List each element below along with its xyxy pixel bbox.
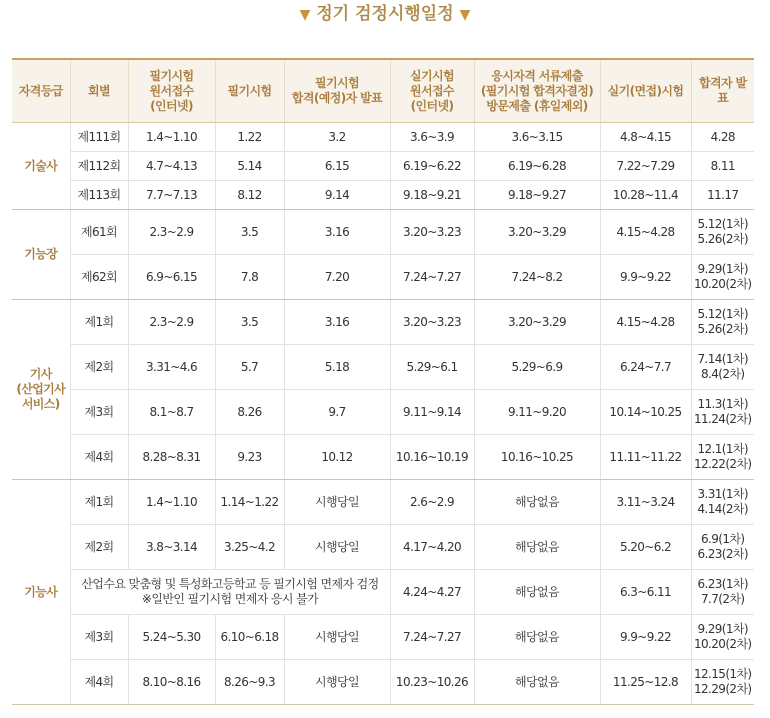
table-row xyxy=(12,255,754,300)
page-title xyxy=(0,0,770,30)
date-cell: 3.2 xyxy=(284,123,390,152)
date-cell: 5.14 xyxy=(215,152,284,181)
round-cell: 제4회 xyxy=(70,660,128,705)
table-row xyxy=(12,152,754,181)
round-cell: 제3회 xyxy=(70,615,128,660)
date-cell: 8.26~9.3 xyxy=(215,660,284,705)
date-cell: 2.3~2.9 xyxy=(128,300,215,345)
table-row xyxy=(12,390,754,435)
date-cell: 1.14~1.22 xyxy=(215,480,284,525)
date-cell: 시행당일 xyxy=(284,615,390,660)
date-cell: 시행당일 xyxy=(284,660,390,705)
result-cell: 5.12(1차) 5.26(2차) xyxy=(691,300,754,345)
date-cell: 9.11~9.14 xyxy=(390,390,474,435)
date-cell: 3.11~3.24 xyxy=(600,480,691,525)
date-cell: 7.24~7.27 xyxy=(390,255,474,300)
date-cell: 5.18 xyxy=(284,345,390,390)
round-cell: 제1회 xyxy=(70,300,128,345)
date-cell: 8.26 xyxy=(215,390,284,435)
date-cell: 4.17~4.20 xyxy=(390,525,474,570)
triangle-down-icon: ▼ xyxy=(299,7,311,23)
date-cell: 3.8~3.14 xyxy=(128,525,215,570)
date-cell: 7.7~7.13 xyxy=(128,181,215,210)
date-cell: 10.16~10.25 xyxy=(474,435,600,480)
date-cell: 5.24~5.30 xyxy=(128,615,215,660)
round-cell: 제61회 xyxy=(70,210,128,255)
date-cell: 3.20~3.29 xyxy=(474,210,600,255)
table-row xyxy=(12,615,754,660)
date-cell: 4.24~4.27 xyxy=(390,570,474,615)
header-round: 회별 xyxy=(70,59,128,123)
date-cell: 9.18~9.27 xyxy=(474,181,600,210)
round-cell: 제62회 xyxy=(70,255,128,300)
date-cell: 11.11~11.22 xyxy=(600,435,691,480)
round-cell: 제3회 xyxy=(70,390,128,435)
date-cell: 7.24~7.27 xyxy=(390,615,474,660)
table-row xyxy=(12,480,754,525)
grade-cell: 기능장 xyxy=(12,210,70,300)
result-cell: 11.3(1차) 11.24(2차) xyxy=(691,390,754,435)
date-cell: 4.8~4.15 xyxy=(600,123,691,152)
round-cell: 제113회 xyxy=(70,181,128,210)
date-cell: 3.6~3.9 xyxy=(390,123,474,152)
date-cell: 해당없음 xyxy=(474,525,600,570)
date-cell: 10.12 xyxy=(284,435,390,480)
result-cell: 8.11 xyxy=(691,152,754,181)
result-cell: 4.28 xyxy=(691,123,754,152)
date-cell: 5.29~6.9 xyxy=(474,345,600,390)
result-cell: 9.29(1차) 10.20(2차) xyxy=(691,255,754,300)
table-row xyxy=(12,300,754,345)
date-cell: 6.9~6.15 xyxy=(128,255,215,300)
page-title-text: 정기 검정시행일정 xyxy=(316,4,454,24)
table-row xyxy=(12,345,754,390)
date-cell: 해당없음 xyxy=(474,570,600,615)
date-cell: 1.4~1.10 xyxy=(128,480,215,525)
round-cell: 제112회 xyxy=(70,152,128,181)
round-cell: 제1회 xyxy=(70,480,128,525)
header-practical-application: 실기시험 원서접수 (인터넷) xyxy=(390,59,474,123)
date-cell: 3.20~3.29 xyxy=(474,300,600,345)
date-cell: 10.23~10.26 xyxy=(390,660,474,705)
date-cell: 6.3~6.11 xyxy=(600,570,691,615)
date-cell: 9.9~9.22 xyxy=(600,255,691,300)
result-cell: 6.23(1차) 7.7(2차) xyxy=(691,570,754,615)
date-cell: 4.15~4.28 xyxy=(600,210,691,255)
date-cell: 9.11~9.20 xyxy=(474,390,600,435)
result-cell: 12.1(1차) 12.22(2차) xyxy=(691,435,754,480)
round-cell: 제2회 xyxy=(70,345,128,390)
result-cell: 11.17 xyxy=(691,181,754,210)
header-written-exam: 필기시험 xyxy=(215,59,284,123)
date-cell: 시행당일 xyxy=(284,525,390,570)
round-cell: 제2회 xyxy=(70,525,128,570)
date-cell: 3.20~3.23 xyxy=(390,210,474,255)
date-cell: 7.24~8.2 xyxy=(474,255,600,300)
date-cell: 2.3~2.9 xyxy=(128,210,215,255)
date-cell: 9.18~9.21 xyxy=(390,181,474,210)
date-cell: 8.12 xyxy=(215,181,284,210)
date-cell: 2.6~2.9 xyxy=(390,480,474,525)
result-cell: 12.15(1차) 12.29(2차) xyxy=(691,660,754,705)
date-cell: 3.6~3.15 xyxy=(474,123,600,152)
table-row xyxy=(12,570,754,615)
exemption-note-cell: 산업수요 맞춤형 및 특성화고등학교 등 필기시험 면제자 검정 ※일반인 필기시험 면제자 응시 불가 xyxy=(70,570,390,615)
date-cell: 해당없음 xyxy=(474,660,600,705)
date-cell: 3.16 xyxy=(284,300,390,345)
date-cell: 1.4~1.10 xyxy=(128,123,215,152)
date-cell: 해당없음 xyxy=(474,480,600,525)
date-cell: 6.24~7.7 xyxy=(600,345,691,390)
date-cell: 5.20~6.2 xyxy=(600,525,691,570)
date-cell: 9.23 xyxy=(215,435,284,480)
date-cell: 10.28~11.4 xyxy=(600,181,691,210)
date-cell: 3.31~4.6 xyxy=(128,345,215,390)
table-row xyxy=(12,525,754,570)
date-cell: 4.7~4.13 xyxy=(128,152,215,181)
date-cell: 9.14 xyxy=(284,181,390,210)
result-cell: 9.29(1차) 10.20(2차) xyxy=(691,615,754,660)
date-cell: 6.10~6.18 xyxy=(215,615,284,660)
header-practical-exam: 실기(면접)시험 xyxy=(600,59,691,123)
table-row xyxy=(12,435,754,480)
grade-cell: 기사 (산업기사 서비스) xyxy=(12,300,70,480)
date-cell: 8.1~8.7 xyxy=(128,390,215,435)
date-cell: 8.10~8.16 xyxy=(128,660,215,705)
table-row xyxy=(12,660,754,705)
date-cell: 8.28~8.31 xyxy=(128,435,215,480)
date-cell: 10.16~10.19 xyxy=(390,435,474,480)
header-written-result: 필기시험 합격(예정)자 발표 xyxy=(284,59,390,123)
date-cell: 3.25~4.2 xyxy=(215,525,284,570)
table-row xyxy=(12,210,754,255)
date-cell: 7.8 xyxy=(215,255,284,300)
header-row xyxy=(12,59,754,123)
header-written-application: 필기시험 원서접수 (인터넷) xyxy=(128,59,215,123)
table-row xyxy=(12,181,754,210)
triangle-down-icon: ▼ xyxy=(459,7,471,23)
date-cell: 4.15~4.28 xyxy=(600,300,691,345)
exam-schedule-table xyxy=(12,58,754,705)
round-cell: 제111회 xyxy=(70,123,128,152)
date-cell: 6.19~6.28 xyxy=(474,152,600,181)
grade-cell: 기술사 xyxy=(12,123,70,210)
result-cell: 7.14(1차) 8.4(2차) xyxy=(691,345,754,390)
date-cell: 1.22 xyxy=(215,123,284,152)
header-document-submission: 응시자격 서류제출 (필기시험 합격자결정) 방문제출 (휴일제외) xyxy=(474,59,600,123)
date-cell: 6.19~6.22 xyxy=(390,152,474,181)
date-cell: 10.14~10.25 xyxy=(600,390,691,435)
table-row xyxy=(12,123,754,152)
date-cell: 해당없음 xyxy=(474,615,600,660)
date-cell: 3.16 xyxy=(284,210,390,255)
result-cell: 3.31(1차) 4.14(2차) xyxy=(691,480,754,525)
date-cell: 11.25~12.8 xyxy=(600,660,691,705)
date-cell: 7.22~7.29 xyxy=(600,152,691,181)
date-cell: 3.5 xyxy=(215,300,284,345)
result-cell: 6.9(1차) 6.23(2차) xyxy=(691,525,754,570)
date-cell: 6.15 xyxy=(284,152,390,181)
date-cell: 5.29~6.1 xyxy=(390,345,474,390)
date-cell: 7.20 xyxy=(284,255,390,300)
round-cell: 제4회 xyxy=(70,435,128,480)
date-cell: 3.20~3.23 xyxy=(390,300,474,345)
header-grade: 자격등급 xyxy=(12,59,70,123)
date-cell: 시행당일 xyxy=(284,480,390,525)
header-final-result: 합격자 발표 xyxy=(691,59,754,123)
date-cell: 5.7 xyxy=(215,345,284,390)
date-cell: 9.9~9.22 xyxy=(600,615,691,660)
date-cell: 3.5 xyxy=(215,210,284,255)
grade-cell: 기능사 xyxy=(12,480,70,705)
result-cell: 5.12(1차) 5.26(2차) xyxy=(691,210,754,255)
date-cell: 9.7 xyxy=(284,390,390,435)
